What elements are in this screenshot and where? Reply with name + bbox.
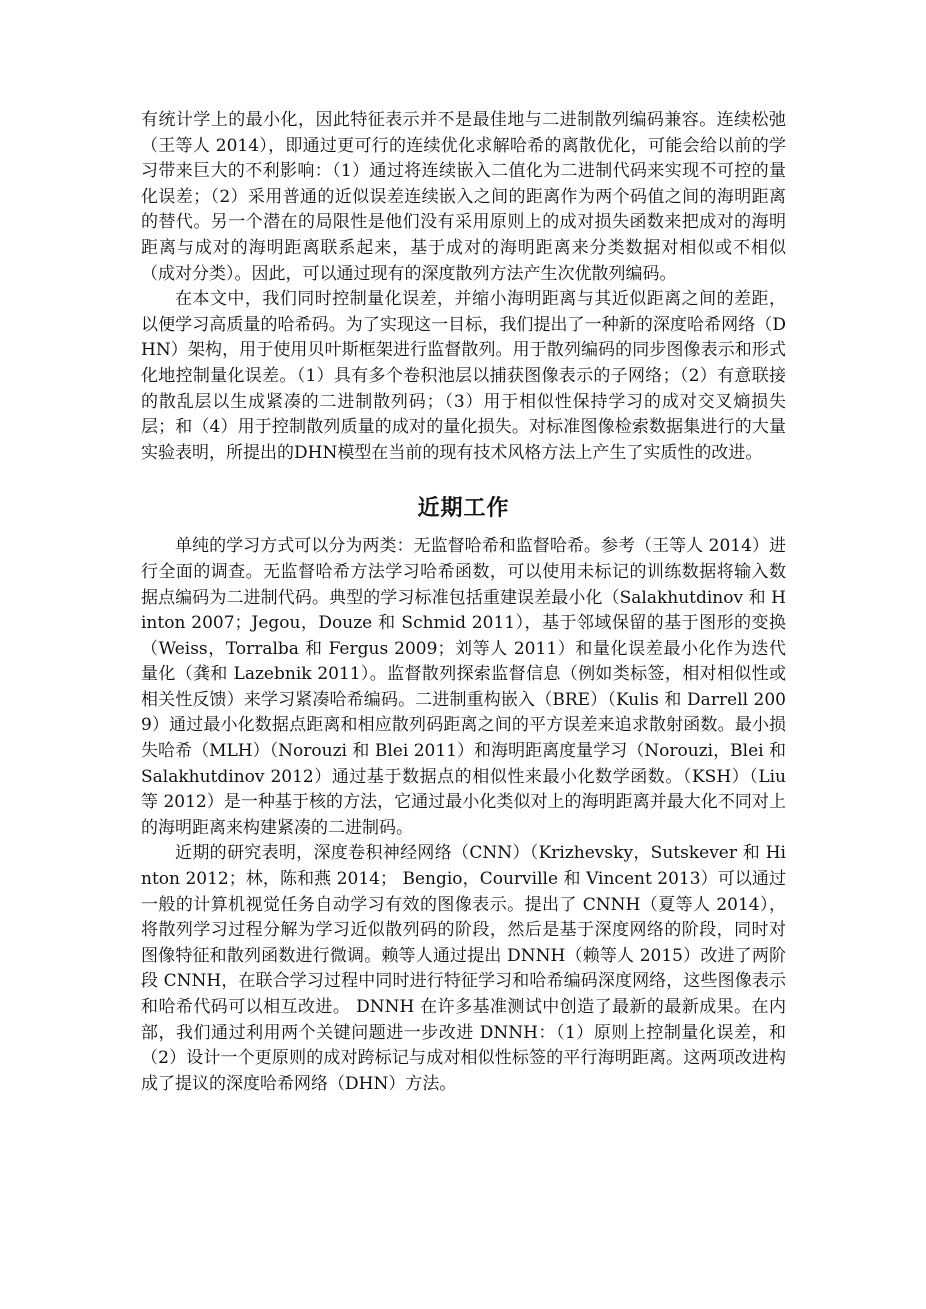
body-paragraph-deep-hashing: 近期的研究表明，深度卷积神经网络（CNN）（Krizhevsky，Sutskever 和 Hinton 2012；林，陈和燕 2014； Bengio，Courville 和 Vincent 2013）可以通过一般的计算机视觉任务自动学习有效的图像表示。提出了 CNNH（夏等人 2014），将散列学习过程分解为学习近似散列码的阶段，然后是基于深度网络的阶段，同时对图像特征和散列函数进行微调。赖等人通过提出 DNNH（赖等人 2015）改进了两阶段 CNNH，在联合学习过程中同时进行特征学习和哈希编码深度网络，这些图像表示和哈希代码可以相互改进。 DNNH 在许多基准测试中创造了最新的最新成果。在内部，我们通过利用两个关键问题进一步改进 DNNH：（1）原则上控制量化误差，和（2）设计一个更原则的成对跨标记与成对相似性标签的平行海明距离。这两项改进构成了提议的深度哈希网络（DHN）方法。: [141, 843, 786, 1094]
body-paragraph-contribution: 在本文中，我们同时控制量化误差，并缩小海明距离与其近似距离之间的差距，以便学习高质量的哈希码。为了实现这一目标，我们提出了一种新的深度哈希网络（DHN）架构，用于使用贝叶斯框架进行监督散列。用于散列编码的同步图像表示和形式化地控制量化误差。（1）具有多个卷积池层以捕获图像表示的子网络；（2）有意联接的散乱层以生成紧凑的二进制散列码；（3）用于相似性保持学习的成对交叉熵损失层；和（4）用于控制散列质量的成对的量化损失。对标准图像检索数据集进行的大量实验表明，所提出的DHN模型在当前的现有技术风格方法上产生了实质性的改进。: [141, 289, 786, 463]
document-page: [141, 108, 786, 1097]
section-heading-related-work: 近期工作: [417, 496, 510, 522]
body-paragraph-hashing-methods: 单纯的学习方式可以分为两类：无监督哈希和监督哈希。参考（王等人 2014）进行全面的调查。无监督哈希方法学习哈希函数，可以使用未标记的训练数据将输入数据点编码为二进制代码。典型的学习标准包括重建误差最小化（Salakhutdinov 和 Hinton 2007；Jegou，Douze 和 Schmid 2011），基于邻域保留的基于图形的变换（Weiss，Torralba 和 Fergus 2009；刘等人 2011）和量化误差最小化作为迭代量化（龚和 Lazebnik 2011）。监督散列探索监督信息（例如类标签，相对相似性或相关性反馈）来学习紧凑哈希编码。二进制重构嵌入（BRE）（Kulis 和 Darrell 2009）通过最小化数据点距离和相应散列码距离之间的平方误差来追求散射函数。最小损失哈希（MLH）（Norouzi 和 Blei 2011）和海明距离度量学习（Norouzi，Blei 和 Salakhutdinov 2012）通过基于数据点的相似性来最小化数学函数。（KSH）（Liu 等 2012）是一种基于核的方法，它通过最小化类似对上的海明距离并最大化不同对上的海明距离来构建紧凑的二进制码。: [141, 536, 786, 838]
body-paragraph-continued: 有统计学上的最小化，因此特征表示并不是最佳地与二进制散列编码兼容。连续松弛（王等人 2014），即通过更可行的连续优化求解哈希的离散优化，可能会给以前的学习带来巨大的不利影响：（1）通过将连续嵌入二值化为二进制代码来实现不可控的量化误差；（2）采用普通的近似误差连续嵌入之间的距离作为两个码值之间的海明距离的替代。另一个潜在的局限性是他们没有采用原则上的成对损失函数来把成对的海明距离与成对的海明距离联系起来，基于成对的海明距离来分类数据对相似或不相似（成对分类）。因此，可以通过现有的深度散列方法产生次优散列编码。: [141, 110, 786, 284]
